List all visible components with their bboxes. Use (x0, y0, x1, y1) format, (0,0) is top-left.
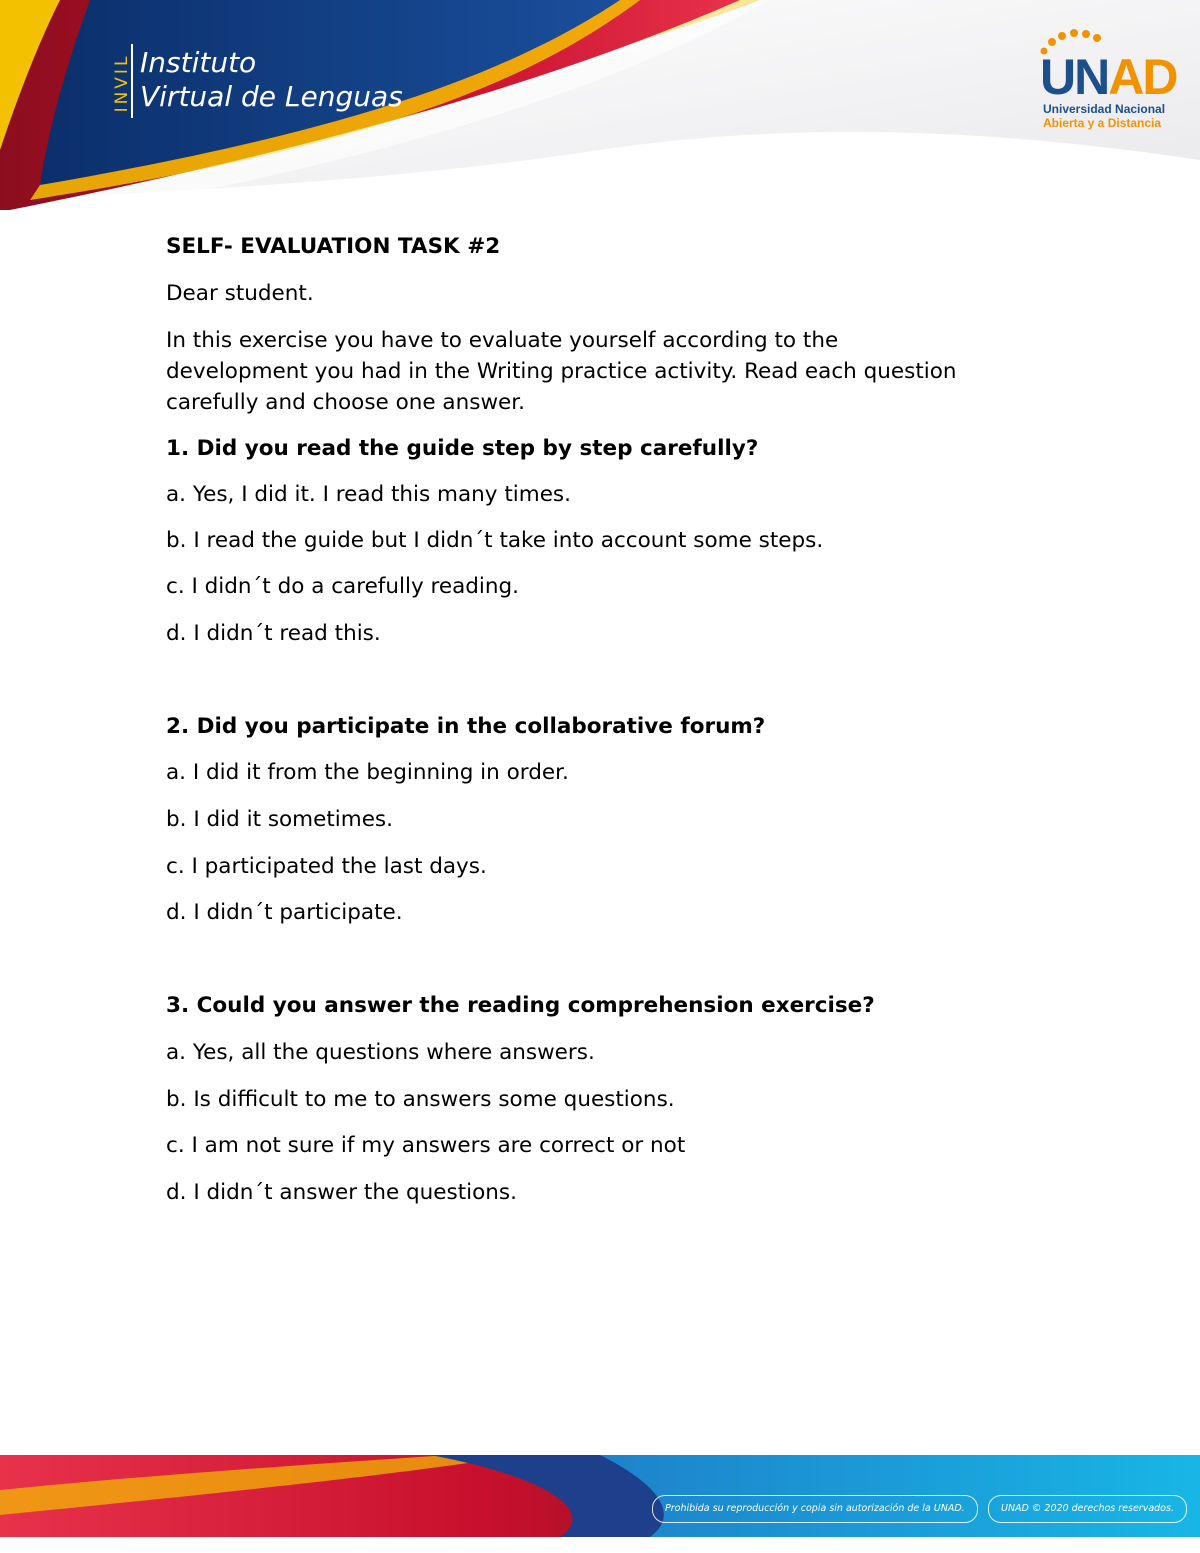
brand-vertical (102, 48, 142, 118)
document-title: SELF- EVALUATION TASK #2 (166, 234, 501, 259)
question-2-option-d: d. I didn´t participate. (166, 900, 403, 925)
logo-subtitle-1: Universidad Nacional (1043, 102, 1166, 116)
question-1: 1. Did you read the guide step by step carefully? (166, 436, 759, 461)
footer-banner (0, 1455, 1200, 1553)
question-3-option-c: c. I am not sure if my answers are correct or not (166, 1133, 686, 1158)
question-2-option-b: b. I did it sometimes. (166, 807, 393, 832)
logo-un: UN (1040, 49, 1109, 105)
brand-line2: Virtual de Lenguas (140, 80, 403, 113)
question-1-option-a: a. Yes, I did it. I read this many times. (166, 482, 571, 507)
footer-copyright: UNAD © 2020 derechos reservados. (988, 1495, 1187, 1523)
header-banner (0, 0, 1200, 230)
logo-wordmark (1040, 48, 1176, 106)
question-2-option-a: a. I did it from the beginning in order. (166, 760, 569, 785)
question-2-option-c: c. I participated the last days. (166, 854, 487, 879)
footer-copy-notice: Prohibida su reproducción y copia sin autorización de la UNAD. (652, 1495, 978, 1523)
question-3-option-b: b. Is difficult to me to answers some questions. (166, 1087, 675, 1112)
question-3: 3. Could you answer the reading comprehension exercise? (166, 993, 875, 1018)
question-1-option-d: d. I didn´t read this. (166, 621, 381, 646)
question-3-option-a: a. Yes, all the questions where answers. (166, 1040, 595, 1065)
logo-subtitle-2: Abierta y a Distancia (1043, 116, 1162, 130)
logo-ad: AD (1108, 49, 1177, 105)
header-decoration (0, 0, 1200, 230)
question-2: 2. Did you participate in the collaborative forum? (166, 714, 766, 739)
greeting: Dear student. (166, 281, 314, 306)
question-1-option-b: b. I read the guide but I didn´t take into account some steps. (166, 528, 824, 553)
brand-vertical-text: INVIL (112, 53, 132, 113)
unad-logo (1030, 28, 1177, 138)
brand-line1: Instituto (140, 46, 257, 79)
intro-paragraph: In this exercise you have to evaluate yourself according to the development you had in the Writing practice activity. Read each question carefully and choose one answer. (166, 328, 957, 415)
question-1-option-c: c. I didn´t do a carefully reading. (166, 574, 520, 599)
question-3-option-d: d. I didn´t answer the questions. (166, 1180, 517, 1205)
